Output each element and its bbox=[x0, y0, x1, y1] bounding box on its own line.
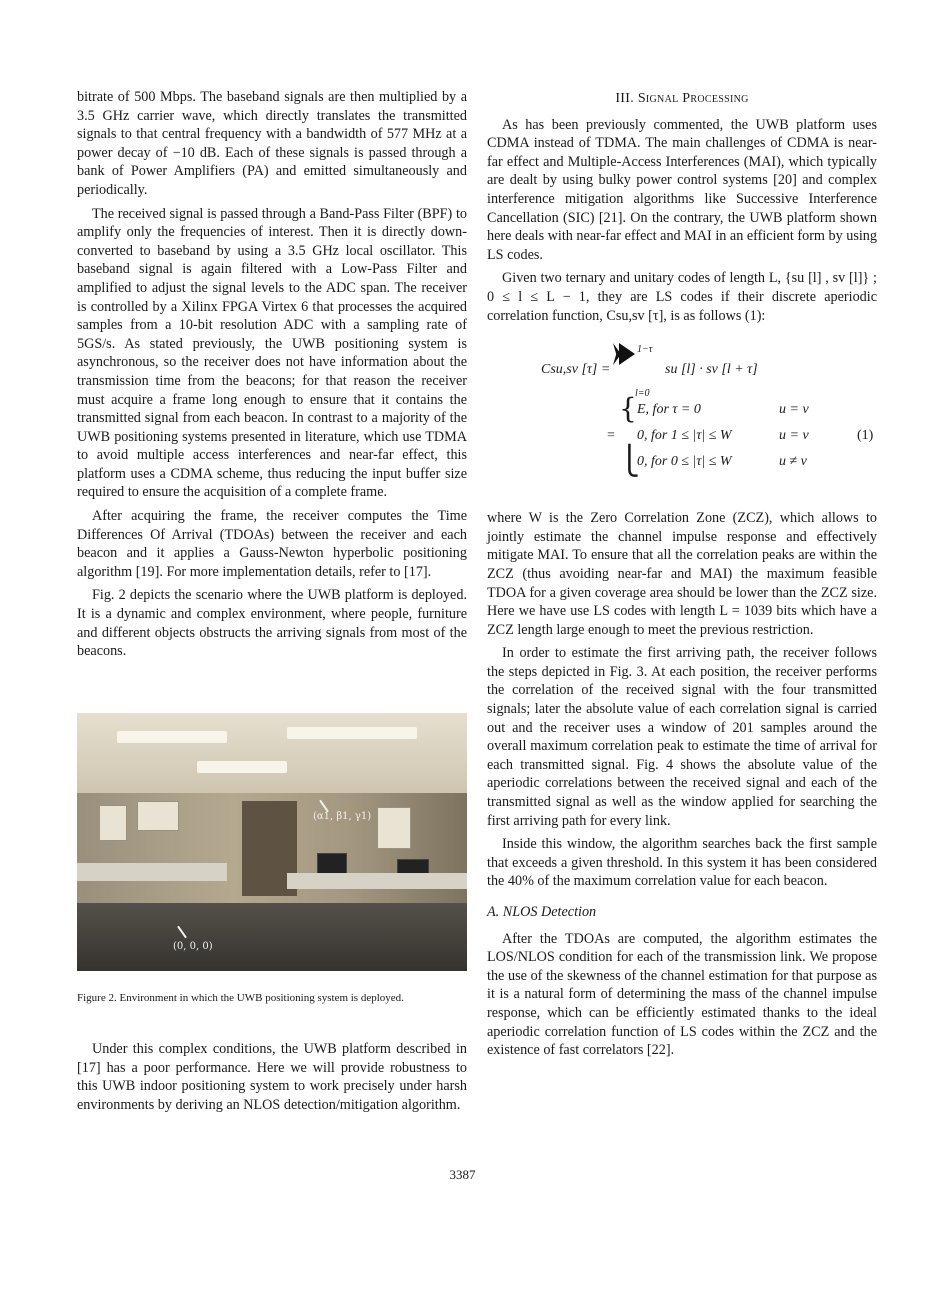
section-title: III. Signal Processing bbox=[615, 91, 749, 106]
origin-coordinate-label: (0, 0, 0) bbox=[173, 941, 213, 952]
case-1-condition: u = v bbox=[779, 402, 809, 418]
wall-poster bbox=[137, 801, 179, 831]
paragraph: Inside this window, the algorithm searches back the first sample that exceeds a given threshold. In this system it has been considered the 40% of the maximum correlation value for each beacon. bbox=[487, 836, 877, 890]
paragraph: bitrate of 500 Mbps. The baseband signals are then multiplied by a 3.5 GHz carrier wave, which directly translates the transmitted signals to that central frequency with a bandwidth of 577 MHz at a power decay of −10 dB. Each of these signals is passed through a bank of Power Amplifiers (PA) and emitted simultaneously and periodically. bbox=[77, 89, 467, 198]
paragraph: Fig. 2 depicts the scenario where the UWB platform is deployed. It is a dynamic and complex environment, where people, furniture and different objects obstructs the arriving signals from most of the beacons. bbox=[77, 587, 467, 660]
case-2-condition: u = v bbox=[779, 428, 809, 444]
equals-sign: = bbox=[607, 428, 615, 444]
desk bbox=[287, 873, 467, 889]
paragraph: where W is the Zero Correlation Zone (ZCZ), which allows to jointly estimate the channel impulse response and effectively mitigate MAI. To ensure that all the correlation peaks are within the ZCZ (thus avoiding near-far and MAI) the maximum feasible TDOA for a given coverage area should be lower than the ZCZ size. Here we have use LS codes with length L = 1039 bits which have a ZCZ length large enough to meet the previous restriction. bbox=[487, 510, 877, 638]
left-column-bottom bbox=[77, 1040, 467, 1119]
subsection-title: A. NLOS Detection bbox=[487, 904, 597, 920]
left-column bbox=[77, 88, 467, 666]
summation-icon bbox=[619, 343, 635, 365]
right-column bbox=[487, 88, 877, 1065]
paragraph: As has been previously commented, the UWB platform uses CDMA instead of TDMA. The main challenges of CDMA is near-far effect and Multiple-Access Interferences (MAI), which typically are dealt by using bulky power control systems [20] and complex interference mitigation algorithms like Successive Interference Cancellation (SIC) [21]. On the contrary, the UWB platform shown here deals with near-far effect and MAI in an efficient form by using LS codes. bbox=[487, 116, 877, 263]
sum-upper-limit: 1−τ bbox=[637, 344, 653, 356]
paragraph: After acquiring the frame, the receiver computes the Time Differences Of Arrival (TDOAs) between the receiver and each beacon and it applies a Gauss-Newton hyperbolic positioning algorithm [19]. For more implementation details, refer to [17]. bbox=[77, 508, 467, 580]
equation-1 bbox=[487, 343, 877, 503]
wall-poster bbox=[99, 805, 127, 841]
sum-body: su [l] · sv [l + τ] bbox=[665, 362, 758, 378]
equation-lhs: Csu,sv [τ] = bbox=[541, 362, 611, 378]
beacon-coordinate-label: (α1, β1, γ1) bbox=[313, 811, 372, 822]
environment-photo bbox=[77, 713, 467, 971]
photo-ceiling bbox=[77, 713, 467, 793]
wall-poster bbox=[377, 807, 411, 849]
desk bbox=[77, 863, 227, 881]
ceiling-lamp bbox=[287, 727, 417, 739]
paragraph: Given two ternary and unitary codes of length L, {su [l] , sv [l]} ; 0 ≤ l ≤ L − 1, they are LS codes if their discrete aperiodic correlation function, Csu,sv [τ], is as follows (1): bbox=[487, 270, 877, 324]
equation-number: (1) bbox=[857, 428, 874, 444]
paragraph: In order to estimate the first arriving path, the receiver follows the steps depicted in Fig. 3. At each position, the receiver performs the correlation of the received signal with the four transmitted signals; later the absolute value of each correlation signal is carried out and the receiver uses a window of 201 samples around the overall maximum correlation peak to estimate the time of arrival for each transmitted signal. Fig. 4 shows the absolute value of the aperiodic correlations between the received signal and each of the transmitted signal as well as the window applied for searching the first arriving path for every link. bbox=[487, 645, 877, 829]
case-1: E, for τ = 0 bbox=[637, 402, 701, 418]
paragraph: Under this complex conditions, the UWB platform described in [17] has a poor performance. Here we will provide robustness to this UWB indoor positioning system to work precisely under harsh environments by deriving an NLOS detection/mitigation algorithm. bbox=[77, 1041, 467, 1113]
brace-top-icon: { bbox=[619, 392, 637, 426]
brace-bottom-icon: ⎩ bbox=[619, 444, 640, 478]
ceiling-lamp bbox=[117, 731, 227, 743]
page-number: 3387 bbox=[449, 1167, 476, 1182]
ceiling-lamp bbox=[197, 761, 287, 773]
case-3: 0, for 0 ≤ |τ| ≤ W bbox=[637, 454, 732, 470]
figure-caption: Figure 2. Environment in which the UWB positioning system is deployed. bbox=[77, 992, 404, 1004]
case-3-condition: u ≠ v bbox=[779, 454, 807, 470]
paragraph: The received signal is passed through a Band-Pass Filter (BPF) to amplify only the frequencies of interest. Then it is directly down-converted to baseband by using a 3.5 GHz local oscillator. This baseband signal is again filtered with a Low-Pass Filter and amplified to adjust the signal levels to the ADC span. The receiver is controlled by a Xilinx FPGA Virtex 6 that processes the acquired samples from a 10-bit resolution ADC with a sampling rate of 5GS/s. As stated previously, the UWB positioning system is asynchronous, so the receiver does not have information about the transmission time from the beacons; for that reason the receiver must acquire a frame long enough to ensure that it contains the transmitted signal from each beacon. In contrast to a majority of the UWB positioning systems presented in literature, which use TDMA to avoid multiple access interferences and near-far effect, this platform uses a CDMA scheme, thus reducing the input buffer size required to ensure the acquisition of a complete frame. bbox=[77, 205, 467, 501]
paragraph: After the TDOAs are computed, the algorithm estimates the LOS/NLOS condition for each of the transmission link. We propose the use of the skewness of the channel estimation for that purpose as it is a natural form of determining the mass of the channel impulse response, which can be efficiently estimated thanks to the ideal aperiodic correlation function of LS codes within the ZCZ and the existence of fast correlators [22]. bbox=[487, 930, 877, 1059]
case-2: 0, for 1 ≤ |τ| ≤ W bbox=[637, 428, 732, 444]
photo-floor bbox=[77, 903, 467, 971]
sum-lower-limit: l=0 bbox=[635, 388, 650, 400]
